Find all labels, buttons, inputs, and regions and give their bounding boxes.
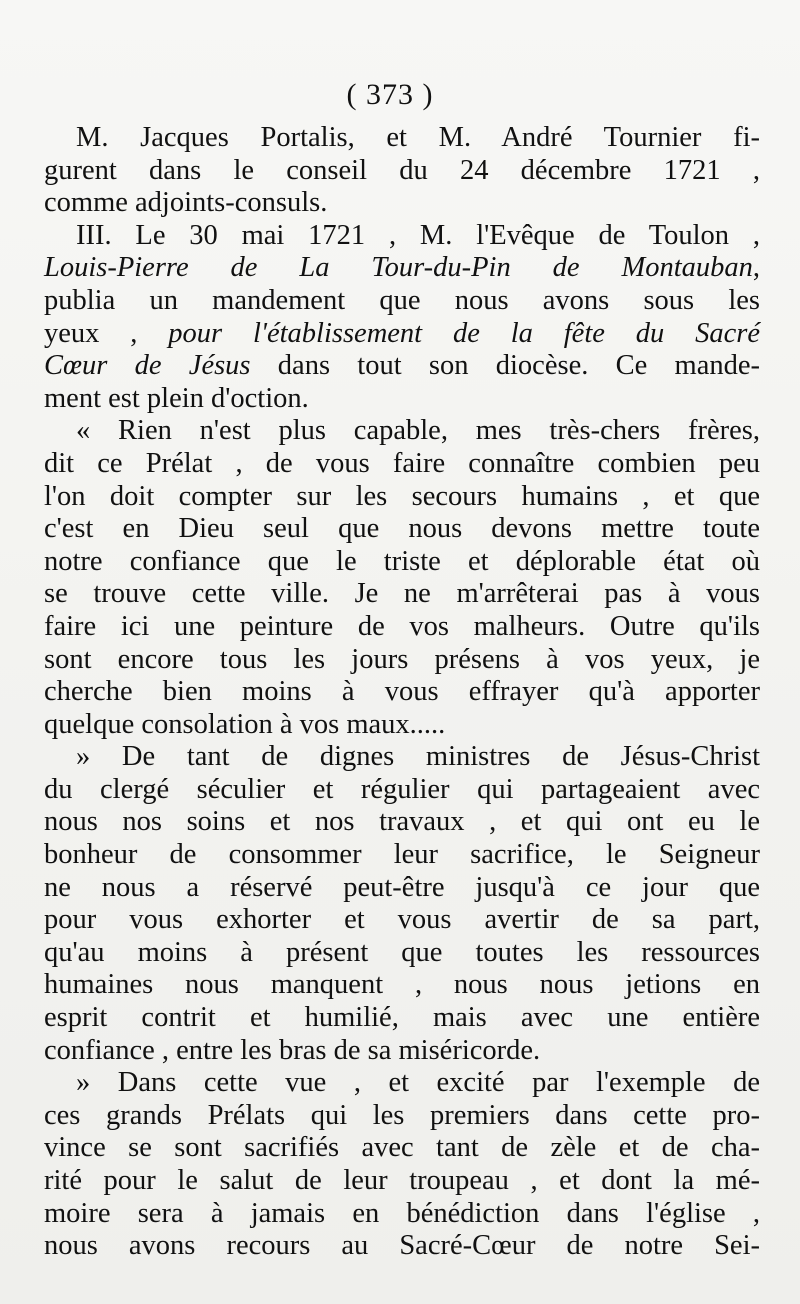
text-run: esprit contrit et humilié, mais avec une entière: [44, 1002, 760, 1034]
text-line: [44, 187, 760, 220]
text-line: [44, 1165, 760, 1198]
text-line: [44, 220, 760, 253]
text-run: M. Jacques Portalis, et M. André Tournier fi-: [76, 122, 760, 153]
text-run: nous avons recours au Sacré-Cœur de notre Sei-: [44, 1230, 760, 1262]
text-line: [44, 350, 760, 383]
text-line: [44, 1002, 760, 1035]
text-line: [44, 481, 760, 514]
text-run: c'est en Dieu seul que nous devons mettre toute: [44, 513, 760, 545]
text-line: [44, 1198, 760, 1231]
text-line: [44, 969, 760, 1002]
text-run: pour vous exhorter et vous avertir de sa part,: [44, 904, 760, 936]
text-line: [44, 644, 760, 677]
text-run: confiance , entre les bras de sa miséricorde.: [44, 1034, 541, 1066]
text-run: du clergé séculier et régulier qui partageaient avec: [44, 773, 760, 805]
text-run: humaines nous manquent , nous nous jetions en: [44, 969, 760, 1001]
text-run: yeux ,: [44, 317, 169, 349]
text-line: [44, 611, 760, 644]
text-run: gurent dans le conseil du 24 décembre 1721 ,: [44, 154, 760, 186]
text-line: [44, 513, 760, 546]
text-run: nous nos soins et nos travaux , et qui ont eu le: [44, 806, 760, 838]
text-line: [44, 1035, 760, 1068]
text-run: cherche bien moins à vous effrayer qu'à apporter: [44, 676, 760, 708]
text-run: ces grands Prélats qui les premiers dans cette pro-: [44, 1099, 760, 1131]
text-line: [44, 709, 760, 742]
text-run: quelque consolation à vos maux.....: [44, 708, 446, 740]
text-line: [44, 774, 760, 807]
text-line: [44, 1230, 760, 1263]
text-line: [44, 1100, 760, 1133]
text-line: [44, 872, 760, 905]
text-line: [44, 741, 760, 774]
text-run: publia un mandement que nous avons sous les: [44, 284, 760, 316]
text-line: [44, 448, 760, 481]
text-line: [44, 806, 760, 839]
text-line: [44, 1067, 760, 1100]
text-run: ment est plein d'oction.: [44, 382, 309, 414]
text-run: vince se sont sacrifiés avec tant de zèle et de cha-: [44, 1132, 760, 1164]
text-run: dit ce Prélat , de vous faire connaître combien peu: [44, 447, 760, 479]
text-run: rité pour le salut de leur troupeau , et dont la mé-: [44, 1165, 760, 1196]
text-run: bonheur de consommer leur sacrifice, le Seigneur: [44, 839, 760, 871]
page-number: ( 373 ): [346, 78, 434, 111]
italic-text: Cœur de Jésus: [44, 350, 251, 382]
text-run: faire ici une peinture de vos malheurs. Outre qu'ils: [44, 610, 760, 642]
text-run: ,: [752, 252, 760, 284]
text-run: III. Le 30 mai 1721 , M. l'Evêque de Toulon ,: [76, 219, 760, 251]
italic-text: pour l'établissement de la fête du Sacré: [168, 317, 760, 349]
text-run: comme adjoints-consuls.: [44, 187, 328, 219]
text-line: [44, 546, 760, 579]
text-run: se trouve cette ville. Je ne m'arrêterai pas à vous: [44, 578, 760, 610]
text-run: » De tant de dignes ministres de Jésus-Christ: [76, 741, 760, 773]
text-line: [44, 1132, 760, 1165]
text-run: l'on doit compter sur les secours humains , et que: [44, 480, 760, 512]
text-run: notre confiance que le triste et déplorable état où: [44, 545, 760, 577]
text-run: » Dans cette vue , et excité par l'exemple de: [76, 1067, 760, 1099]
text-line: [44, 415, 760, 448]
text-line: [44, 839, 760, 872]
text-line: [44, 383, 760, 416]
text-line: [44, 252, 760, 285]
text-line: [44, 937, 760, 970]
text-run: dans tout son diocèse. Ce mande-: [250, 350, 760, 382]
text-line: [44, 285, 760, 318]
text-line: [44, 318, 760, 351]
italic-text: Louis-Pierre de La Tour-du-Pin de Montauban: [44, 252, 753, 284]
body-text: [44, 122, 760, 1263]
text-line: [44, 676, 760, 709]
text-run: « Rien n'est plus capable, mes très-chers frères,: [76, 415, 760, 447]
text-line: [44, 155, 760, 188]
text-run: qu'au moins à présent que toutes les ressources: [44, 936, 760, 968]
text-line: [44, 122, 760, 155]
text-run: ne nous a réservé peut-être jusqu'à ce jour que: [44, 871, 760, 903]
text-line: [44, 904, 760, 937]
text-run: sont encore tous les jours présens à vos yeux, je: [44, 643, 760, 675]
text-line: [44, 578, 760, 611]
text-run: moire sera à jamais en bénédiction dans l'église ,: [44, 1197, 760, 1229]
